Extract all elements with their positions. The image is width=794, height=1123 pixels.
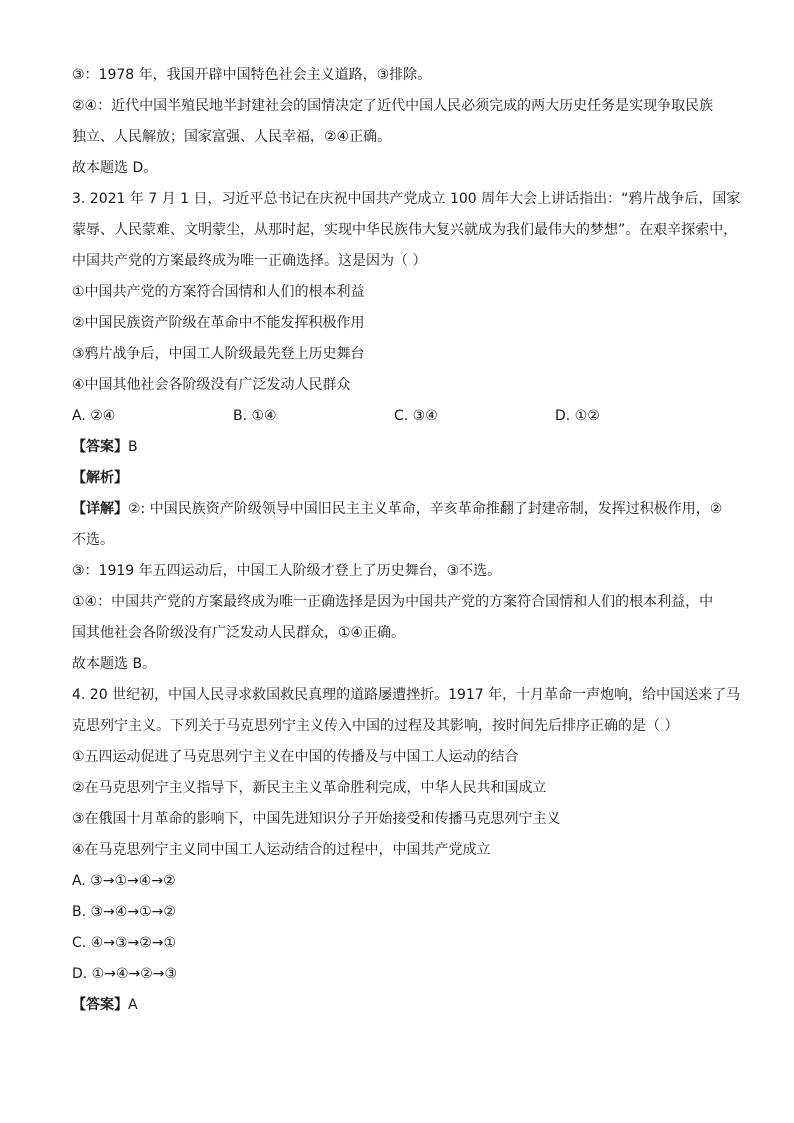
question-3-stem: 3. 2021 年 7 月 1 日，习近平总书记在庆祝中国共产党成立 100 周年大会上讲话指出：“鸦片战争后，国家 (72, 191, 741, 207)
text-line: ③：1919 年五四运动后，中国工人阶级才登上了历史舞台，③不选。 (72, 563, 502, 579)
option-b: B. ①④ (233, 408, 277, 424)
option-d: D. ①→④→②→③ (72, 966, 178, 982)
question-3-analysis (72, 463, 732, 494)
question-4-item: ③在俄国十月革命的影响下，中国先进知识分子开始接受和传播马克思列宁主义 (72, 811, 561, 827)
option-a: A. ③→①→④→② (72, 873, 176, 889)
question-4-answer (72, 990, 732, 1021)
analysis-tag: 【解析】 (72, 470, 128, 486)
question-3-item: ①中国共产党的方案符合国情和人们的根本利益 (72, 284, 365, 300)
option-b: B. ③→④→①→② (72, 904, 176, 920)
text-line: 故本题选 B。 (72, 656, 157, 672)
option-a: A. ②④ (72, 408, 116, 424)
question-3-item: ③鸦片战争后，中国工人阶级最先登上历史舞台 (72, 346, 365, 362)
question-4-item: ④在马克思列宁主义同中国工人运动结合的过程中，中国共产党成立 (72, 842, 491, 858)
question-3-item: ②中国民族资产阶级在革命中不能发挥积极作用 (72, 315, 365, 331)
text-line: ③：1978 年，我国开辟中国特色社会主义道路，③排除。 (72, 67, 432, 83)
option-c: C. ③④ (394, 408, 438, 424)
text-line: ②④：近代中国半殖民地半封建社会的国情决定了近代中国人民必须完成的两大历史任务是实现争取民族 (72, 98, 714, 114)
text-line: 独立、人民解放；国家富强、人民幸福，②④正确。 (72, 129, 392, 145)
text-line: 故本题选 D。 (72, 160, 158, 176)
answer-tag: 【答案】 (72, 997, 128, 1013)
question-4-stem: 克思列宁主义。下列关于马克思列宁主义传入中国的过程及其影响，按时间先后排序正确的是（ ） (72, 718, 679, 734)
option-c: C. ④→③→②→① (72, 935, 177, 951)
question-3-item: ④中国其他社会各阶级没有广泛发动人民群众 (72, 377, 351, 393)
option-d: D. ①② (555, 408, 600, 424)
question-3-options (72, 401, 732, 432)
text-line: 不选。 (72, 532, 114, 548)
answer-value: B (128, 439, 138, 455)
document-page (72, 60, 741, 1021)
answer-value: A (128, 997, 138, 1013)
text-line: 国其他社会各阶级没有广泛发动人民群众，①④正确。 (72, 625, 406, 641)
question-3-stem: 中国共产党的方案最终成为唯一正确选择。这是因为（ ） (72, 253, 427, 269)
answer-tag: 【答案】 (72, 439, 128, 455)
text-line: ①④：中国共产党的方案最终成为唯一正确选择是因为中国共产党的方案符合国情和人们的根本利益，中 (72, 594, 714, 610)
question-3-stem: 蒙辱、人民蒙难、文明蒙尘，从那时起，实现中华民族伟大复兴就成为我们最伟大的梦想”。在艰辛探索中， (72, 222, 738, 238)
question-4-stem: 4. 20 世纪初，中国人民寻求救国救民真理的道路屡遭挫折。1917 年，十月革命一声炮响，给中国送来了马 (72, 687, 741, 703)
question-3-answer (72, 432, 732, 463)
question-4-item: ①五四运动促进了马克思列宁主义在中国的传播及与中国工人运动的结合 (72, 749, 519, 765)
detail-text: ②: 中国民族资产阶级领导中国旧民主主义革命，辛亥革命推翻了封建帝制，发挥过积极作用，② (128, 501, 723, 517)
question-4-item: ②在马克思列宁主义指导下，新民主主义革命胜利完成，中华人民共和国成立 (72, 780, 547, 796)
question-3-detail (72, 494, 732, 525)
detail-tag: 【详解】 (72, 501, 128, 517)
